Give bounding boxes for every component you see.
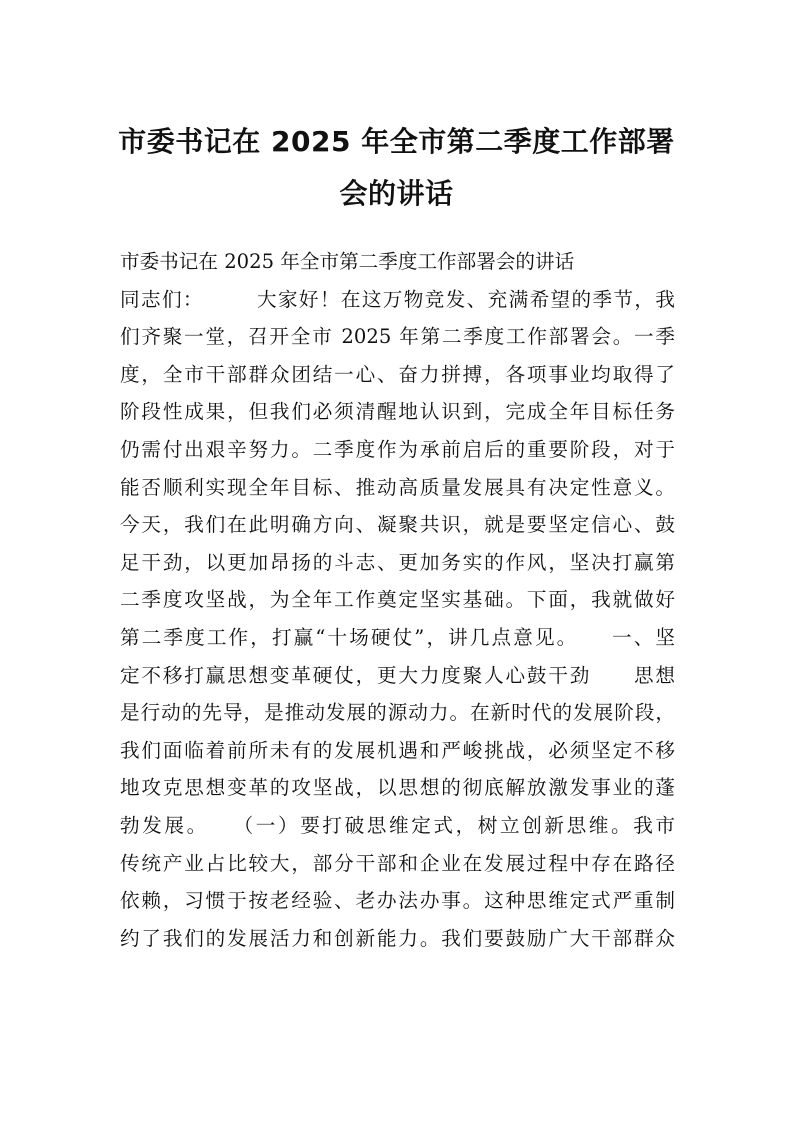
body-line: 仍需付出艰辛努力。二季度作为承前启后的重要阶段，对于: [120, 437, 675, 461]
body-line: 足干劲，以更加昂扬的斗志、更加务实的作风，坚决打赢第: [120, 550, 675, 574]
document-title: [100, 116, 693, 220]
document-body: [120, 243, 675, 957]
document-title-line-2: 会的讲话: [339, 177, 454, 210]
body-line: 是行动的先导，是推动发展的源动力。在新时代的发展阶段，: [120, 701, 675, 725]
body-line: 传统产业占比较大，部分干部和企业在发展过程中存在路径: [120, 851, 675, 875]
body-line: 同志们： 大家好！在这万物竞发、充满希望的季节，我: [120, 287, 675, 311]
body-line: 能否顺利实现全年目标、推动高质量发展具有决定性意义。: [120, 475, 675, 499]
body-line: 第二季度工作，打赢“十场硬仗”，讲几点意见。 一、坚: [120, 625, 675, 649]
body-line: 地攻克思想变革的攻坚战，以思想的彻底解放激发事业的蓬: [120, 776, 675, 800]
body-line: 我们面临着前所未有的发展机遇和严峻挑战，必须坚定不移: [120, 738, 675, 762]
body-line-subtitle: 市委书记在 2025 年全市第二季度工作部署会的讲话: [120, 250, 575, 273]
body-line: 今天，我们在此明确方向、凝聚共识，就是要坚定信心、鼓: [120, 513, 675, 537]
body-line: 们齐聚一堂，召开全市 2025 年第二季度工作部署会。一季: [120, 325, 675, 349]
body-line: 定不移打赢思想变革硬仗，更大力度聚人心鼓干劲 思想: [120, 663, 675, 687]
body-line: 勃发展。 （一）要打破思维定式，树立创新思维。我市: [120, 813, 675, 837]
body-line: 二季度攻坚战，为全年工作奠定坚实基础。下面，我就做好: [120, 588, 675, 612]
body-line: 度，全市干部群众团结一心、奋力拼搏，各项事业均取得了: [120, 362, 675, 386]
body-line: 依赖，习惯于按老经验、老办法办事。这种思维定式严重制: [120, 889, 675, 913]
body-line: 约了我们的发展活力和创新能力。我们要鼓励广大干部群众: [120, 926, 675, 950]
body-line: 阶段性成果，但我们必须清醒地认识到，完成全年目标任务: [120, 400, 675, 424]
document-title-line-1: 市委书记在 2025 年全市第二季度工作部署: [118, 125, 675, 158]
